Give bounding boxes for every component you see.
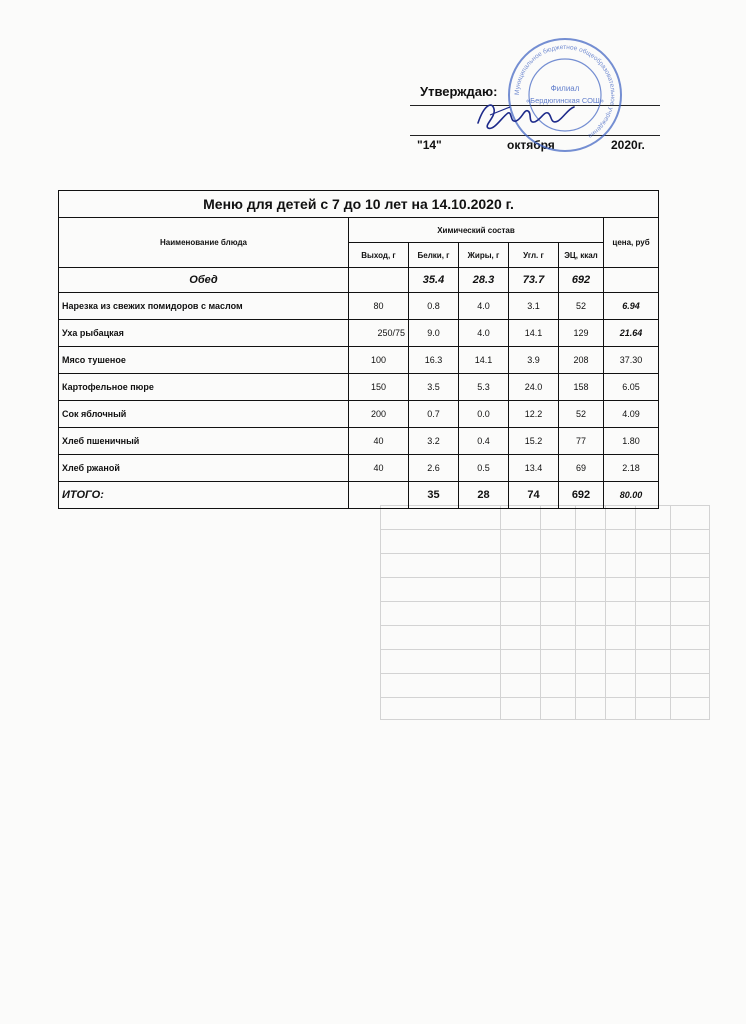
dish-name: Картофельное пюре [59,374,349,401]
seal-center-line2: «Бердюгинская СОШ» [526,96,604,105]
dish-name: Сок яблочный [59,401,349,428]
dish-price: 2.18 [604,455,659,482]
dish-price: 21.64 [604,320,659,347]
total-output [349,482,409,509]
dish-energy: 208 [559,347,604,374]
approval-day: "14" [417,138,442,152]
dish-name: Хлеб пшеничный [59,428,349,455]
section-energy: 692 [559,268,604,293]
approval-label: Утверждаю: [420,84,498,99]
dish-fat: 0.0 [459,401,509,428]
dish-protein: 0.8 [409,293,459,320]
header-dish-name: Наименование блюда [59,218,349,268]
table-row [59,374,659,401]
dish-fat: 0.4 [459,428,509,455]
dish-energy: 129 [559,320,604,347]
menu-table [58,190,659,509]
dish-carbs: 24.0 [509,374,559,401]
dish-carbs: 12.2 [509,401,559,428]
table-row [59,455,659,482]
total-carbs: 74 [509,482,559,509]
handwritten-signature [470,95,580,135]
dish-carbs: 3.1 [509,293,559,320]
dish-fat: 0.5 [459,455,509,482]
dish-fat: 14.1 [459,347,509,374]
total-energy: 692 [559,482,604,509]
section-carbs: 73.7 [509,268,559,293]
dish-name: Нарезка из свежих помидоров с маслом [59,293,349,320]
dish-output: 40 [349,428,409,455]
dish-output: 100 [349,347,409,374]
dish-price: 1.80 [604,428,659,455]
total-label: ИТОГО: [59,482,349,509]
total-price: 80.00 [604,482,659,509]
dish-protein: 9.0 [409,320,459,347]
dish-energy: 69 [559,455,604,482]
menu-title: Меню для детей с 7 до 10 лет на 14.10.2020 г. [59,191,659,218]
table-row [59,428,659,455]
dish-carbs: 3.9 [509,347,559,374]
table-row [59,320,659,347]
dish-carbs: 14.1 [509,320,559,347]
seal-ring-text: Муниципальное бюджетное общеобразовательное учреждение [513,43,617,140]
header-fat: Жиры, г [459,243,509,268]
bleed-through-table [380,505,710,720]
dish-fat: 5.3 [459,374,509,401]
dish-price: 6.94 [604,293,659,320]
dish-name: Уха рыбацкая [59,320,349,347]
section-name: Обед [59,268,349,293]
dish-output: 200 [349,401,409,428]
header-price: цена, руб [604,218,659,268]
dish-energy: 52 [559,401,604,428]
dish-protein: 2.6 [409,455,459,482]
dish-fat: 4.0 [459,293,509,320]
dish-energy: 77 [559,428,604,455]
section-row [59,268,659,293]
dish-protein: 16.3 [409,347,459,374]
section-price [604,268,659,293]
seal-center-line1: Филиал [550,84,580,93]
dish-protein: 3.2 [409,428,459,455]
section-protein: 35.4 [409,268,459,293]
dish-name: Хлеб ржаной [59,455,349,482]
approval-month: октября [507,138,555,152]
total-row [59,482,659,509]
table-row [59,347,659,374]
header-chem-composition: Химический состав [349,218,604,243]
title-row [59,191,659,218]
total-protein: 35 [409,482,459,509]
dish-carbs: 13.4 [509,455,559,482]
table-row [59,401,659,428]
header-energy: ЭЦ, ккал [559,243,604,268]
header-carbs: Угл. г [509,243,559,268]
dish-output: 80 [349,293,409,320]
dish-price: 6.05 [604,374,659,401]
dish-protein: 0.7 [409,401,459,428]
table-row [59,293,659,320]
dish-output: 150 [349,374,409,401]
total-fat: 28 [459,482,509,509]
dish-price: 37.30 [604,347,659,374]
approval-year: 2020г. [611,138,645,152]
dish-energy: 158 [559,374,604,401]
header-row-1 [59,218,659,243]
dish-name: Мясо тушеное [59,347,349,374]
dish-carbs: 15.2 [509,428,559,455]
dish-output: 250/75 [349,320,409,347]
header-protein: Белки, г [409,243,459,268]
dish-fat: 4.0 [459,320,509,347]
dish-output: 40 [349,455,409,482]
section-output [349,268,409,293]
section-fat: 28.3 [459,268,509,293]
dish-price: 4.09 [604,401,659,428]
dish-protein: 3.5 [409,374,459,401]
dish-energy: 52 [559,293,604,320]
header-output: Выход, г [349,243,409,268]
